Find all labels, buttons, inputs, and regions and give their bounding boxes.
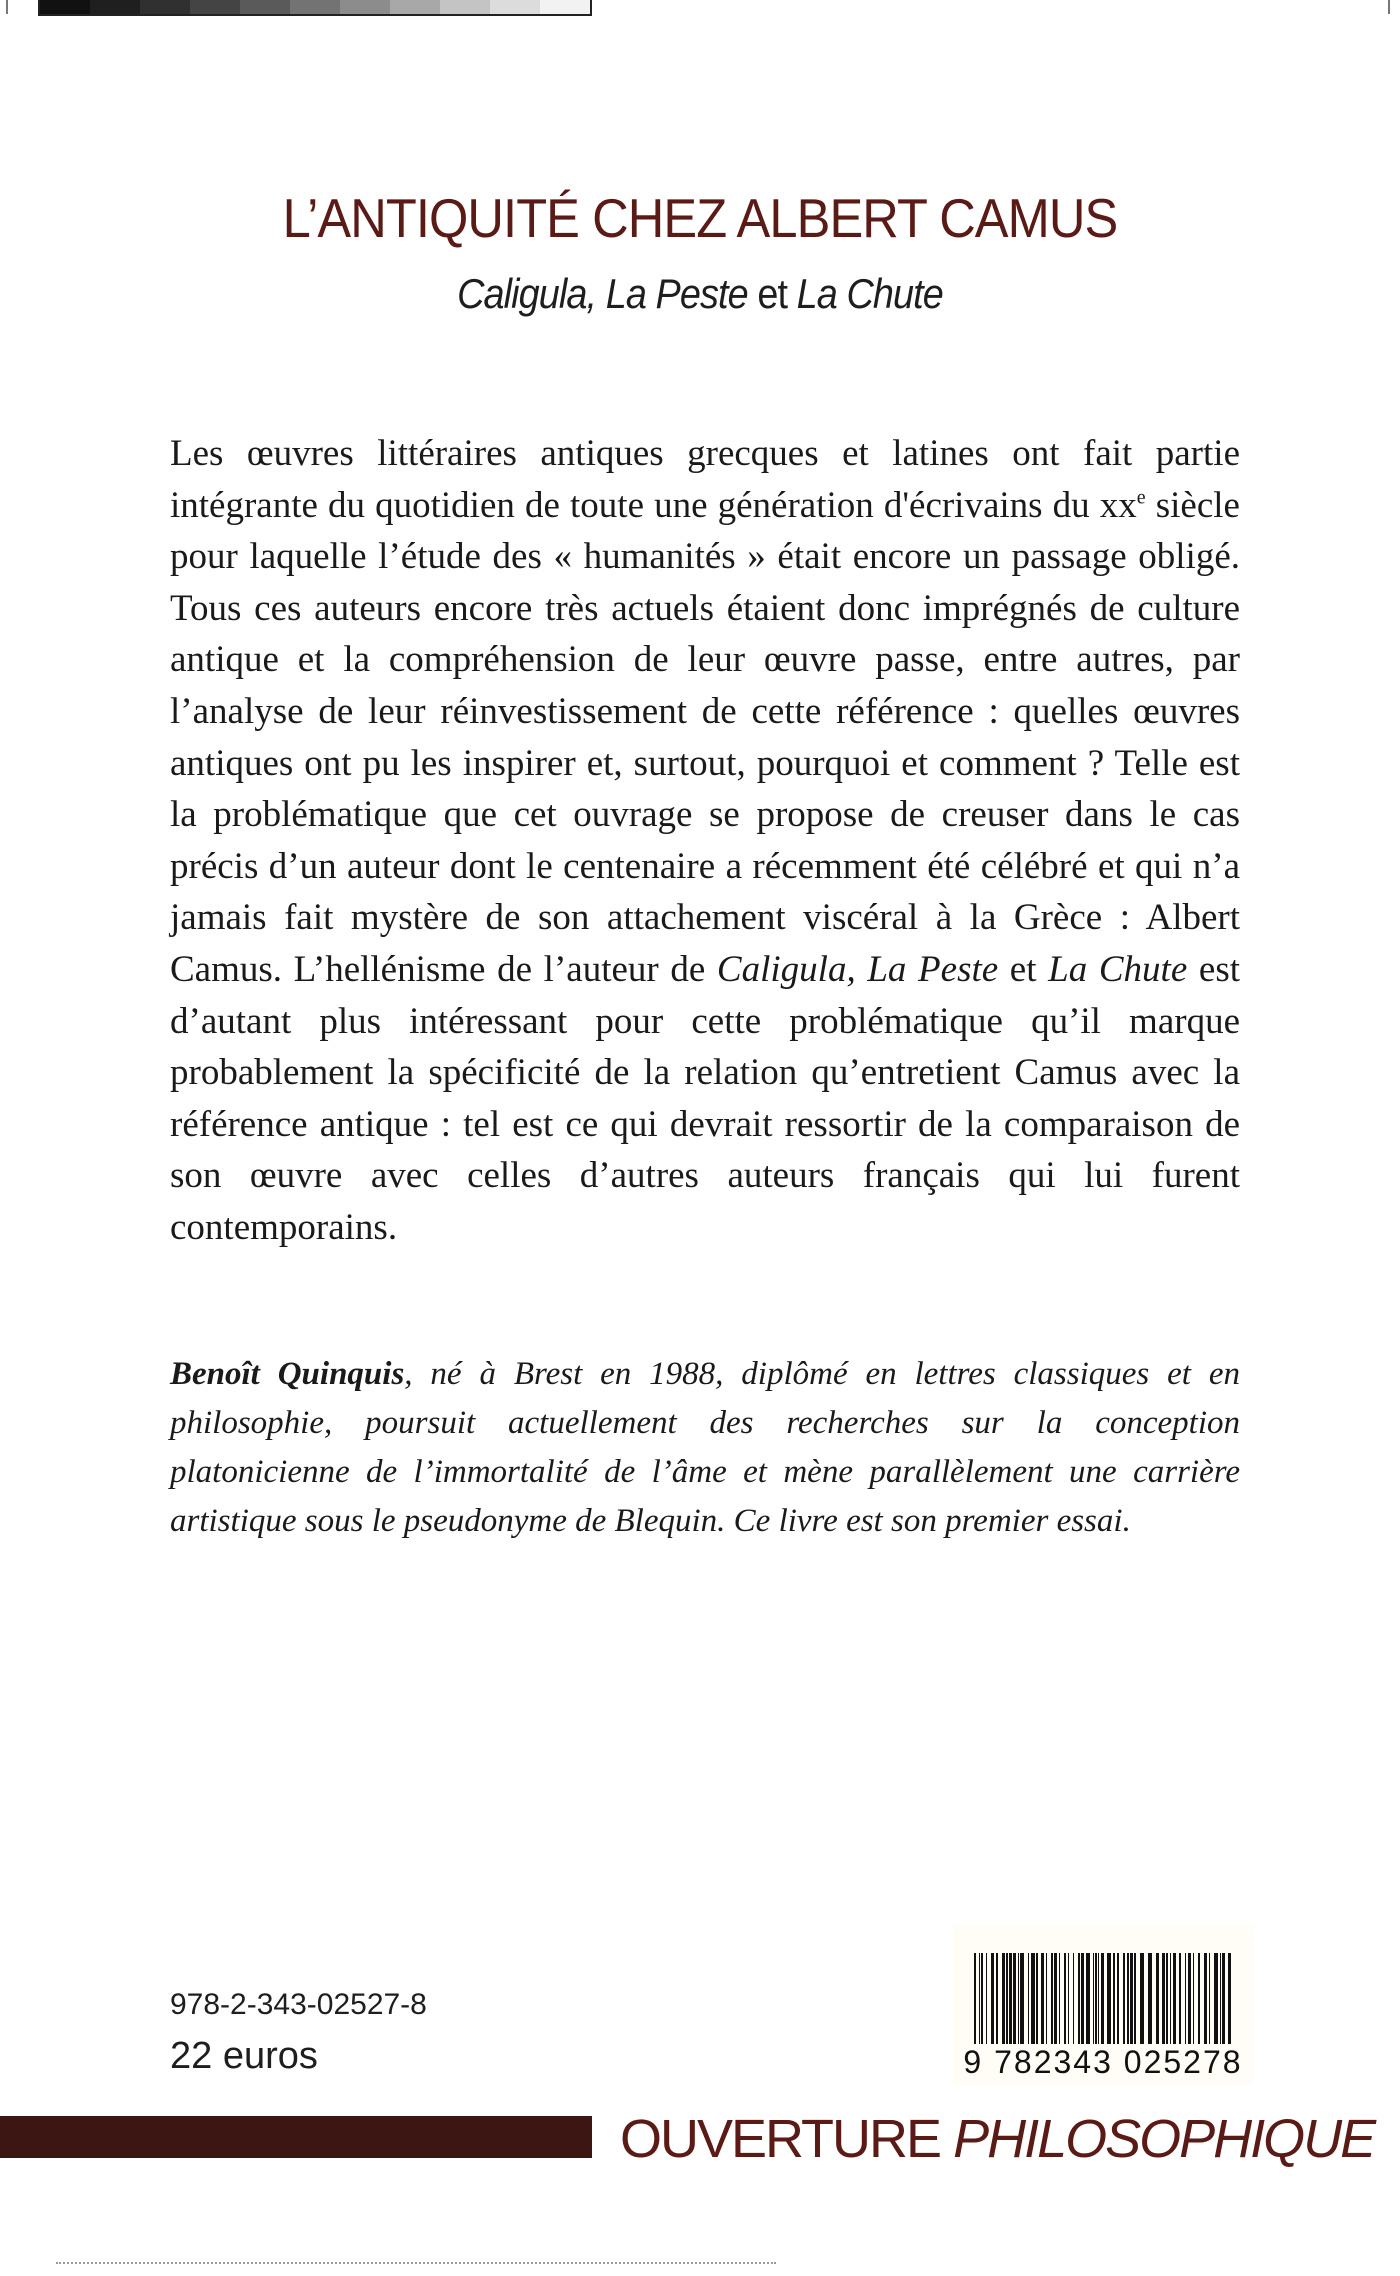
barcode-bar (1009, 1953, 1012, 2048)
collection-name-part2: PHILOSOPHIQUE (953, 2109, 1375, 2169)
barcode-bar (1222, 1953, 1225, 2048)
barcode-bar (1140, 1953, 1144, 2048)
barcode (972, 1953, 1234, 2048)
barcode-bar (1046, 1953, 1047, 2048)
summary-text: Les œuvres littéraires antiques grecques et latines ont fait partie intégrante du quotidien de toute une génération d'écrivains du xx (170, 433, 1240, 526)
barcode-bar (1081, 1953, 1084, 2048)
summary-text: et (998, 948, 1049, 990)
author-bio-text: , né à Brest en 1988, diplômé en lettres classiques et en philosophie, poursuit actuellement des recherches sur la conception platonicienne de l’immortalité de l’âme et mène parallèlement une carrière artistique sous le pseudonyme de Blequin. Ce livre est son premier essai. (170, 1356, 1240, 1539)
barcode-bar (1036, 1953, 1038, 2048)
barcode-bar (1113, 1953, 1115, 2048)
barcode-bar (1123, 1953, 1125, 2048)
calibration-swatch (340, 0, 390, 14)
book-summary (170, 428, 1240, 1254)
barcode-bar (1179, 1953, 1181, 2048)
summary-text: siècle pour laquelle l’étude des « humanités » était encore un passage obligé. Tous ces auteurs encore très actuels étaient donc imprégnés de culture antique et la compréhension de leur œuvre passe, entre autres, par l’analyse de leur réinvestissement de cette référence : quelles œuvres antiques ont pu les inspirer et, surtout, pourquoi et comment ? Telle est la problématique que cet ouvrage se propose de creuser dans le cas précis d’un auteur dont le centenaire a récemment été célébré et qui n’a jamais fait mystère de son attachement viscéral à la Grèce : Albert Camus. L’hellénisme de l’auteur de (170, 484, 1240, 990)
summary-italic-title: La Chute (1048, 948, 1188, 990)
subtitle-work-caligula: Caligula, (457, 270, 597, 317)
barcode-bar (1209, 1953, 1210, 2048)
calibration-swatch (40, 0, 90, 14)
subtitle-work-la-chute: La Chute (796, 270, 943, 317)
barcode-bar (1101, 1953, 1104, 2048)
barcode-bar (1093, 1953, 1094, 2048)
calibration-swatch (490, 0, 540, 14)
calibration-swatch (140, 0, 190, 14)
barcode-bar (1013, 1953, 1016, 2048)
barcode-bar (1204, 1953, 1207, 2048)
collection-bar (0, 2116, 592, 2158)
barcode-bar (1173, 1953, 1176, 2048)
barcode-bar (1127, 1953, 1129, 2048)
barcode-bar (991, 1953, 994, 2048)
barcode-bar (1166, 1953, 1168, 2048)
calibration-swatch (240, 0, 290, 14)
calibration-swatch (390, 0, 440, 14)
scan-edge (56, 2262, 776, 2267)
calibration-swatch (190, 0, 240, 14)
barcode-bar (1020, 1953, 1024, 2048)
crop-mark (6, 0, 8, 14)
barcode-bar (979, 1953, 980, 2048)
barcode-bar (1198, 1953, 1200, 2048)
barcode-bar (1078, 1953, 1080, 2048)
author-bio (170, 1350, 1240, 1546)
calibration-swatch (440, 0, 490, 14)
book-subtitle (70, 270, 1330, 318)
calibration-swatch (90, 0, 140, 14)
barcode-bar (1130, 1953, 1133, 2048)
summary-italic-titles: Caligula, La Peste (716, 948, 999, 990)
barcode-bar (1051, 1953, 1053, 2048)
barcode-bar (1054, 1953, 1057, 2048)
barcode-bar (1220, 1953, 1221, 2048)
barcode-bar (1188, 1953, 1191, 2048)
barcode-bar (1156, 1953, 1159, 2048)
barcode-bar (1031, 1953, 1035, 2048)
crop-mark (1388, 0, 1390, 14)
price: 22 euros (170, 2035, 318, 2077)
barcode-bar (1214, 1953, 1218, 2048)
barcode-bar (1193, 1953, 1194, 2048)
barcode-number: 9 782343 025278 (953, 2044, 1253, 2081)
color-calibration-strip (38, 0, 592, 16)
barcode-bar (986, 1953, 987, 2048)
barcode-bar (996, 1953, 998, 2048)
subtitle-conjunction: et (757, 270, 788, 317)
barcode-bar (1134, 1953, 1136, 2048)
calibration-swatch (540, 0, 590, 14)
book-title: L’ANTIQUITÉ CHEZ ALBERT CAMUS (282, 187, 1118, 249)
barcode-bar (1107, 1953, 1111, 2048)
isbn: 978-2-343-02527-8 (170, 1988, 427, 2021)
barcode-bar (1073, 1953, 1074, 2048)
barcode-bar (1117, 1953, 1119, 2048)
barcode-bar (1148, 1953, 1152, 2048)
barcode-bar (1162, 1953, 1165, 2048)
barcode-bar (1095, 1953, 1097, 2048)
barcode-bar (1041, 1953, 1044, 2048)
collection-name (620, 2108, 1374, 2170)
barcode-bar (1086, 1953, 1090, 2048)
barcode-bar (1068, 1953, 1069, 2048)
barcode-bar (1228, 1953, 1231, 2048)
barcode-bar (981, 1953, 983, 2048)
barcode-bar (974, 1953, 976, 2048)
barcode-bar (1028, 1953, 1029, 2048)
barcode-bar (1098, 1953, 1099, 2048)
collection-name-part1: OUVERTURE (620, 2109, 954, 2169)
barcode-bar (1185, 1953, 1186, 2048)
barcode-bar (1064, 1953, 1066, 2048)
subtitle-work-la-peste: La Peste (605, 270, 748, 317)
barcode-bar (1006, 1953, 1008, 2048)
barcode-bar (1059, 1953, 1060, 2048)
summary-superscript: e (1136, 486, 1146, 509)
summary-text: est d’autant plus intéressant pour cette problématique qu’il marque probablement la spécificité de la relation qu’entretient Camus avec la référence antique : tel est ce qui devrait ressortir de la comparaison de son œuvre avec celles d’autres auteurs français qui lui furent contemporains. (170, 948, 1241, 1248)
barcode-bar (1002, 1953, 1005, 2048)
calibration-swatch (290, 0, 340, 14)
barcode-bar (1170, 1953, 1171, 2048)
barcode-bar (1018, 1953, 1019, 2048)
author-name: Benoît Quinquis (170, 1356, 405, 1392)
